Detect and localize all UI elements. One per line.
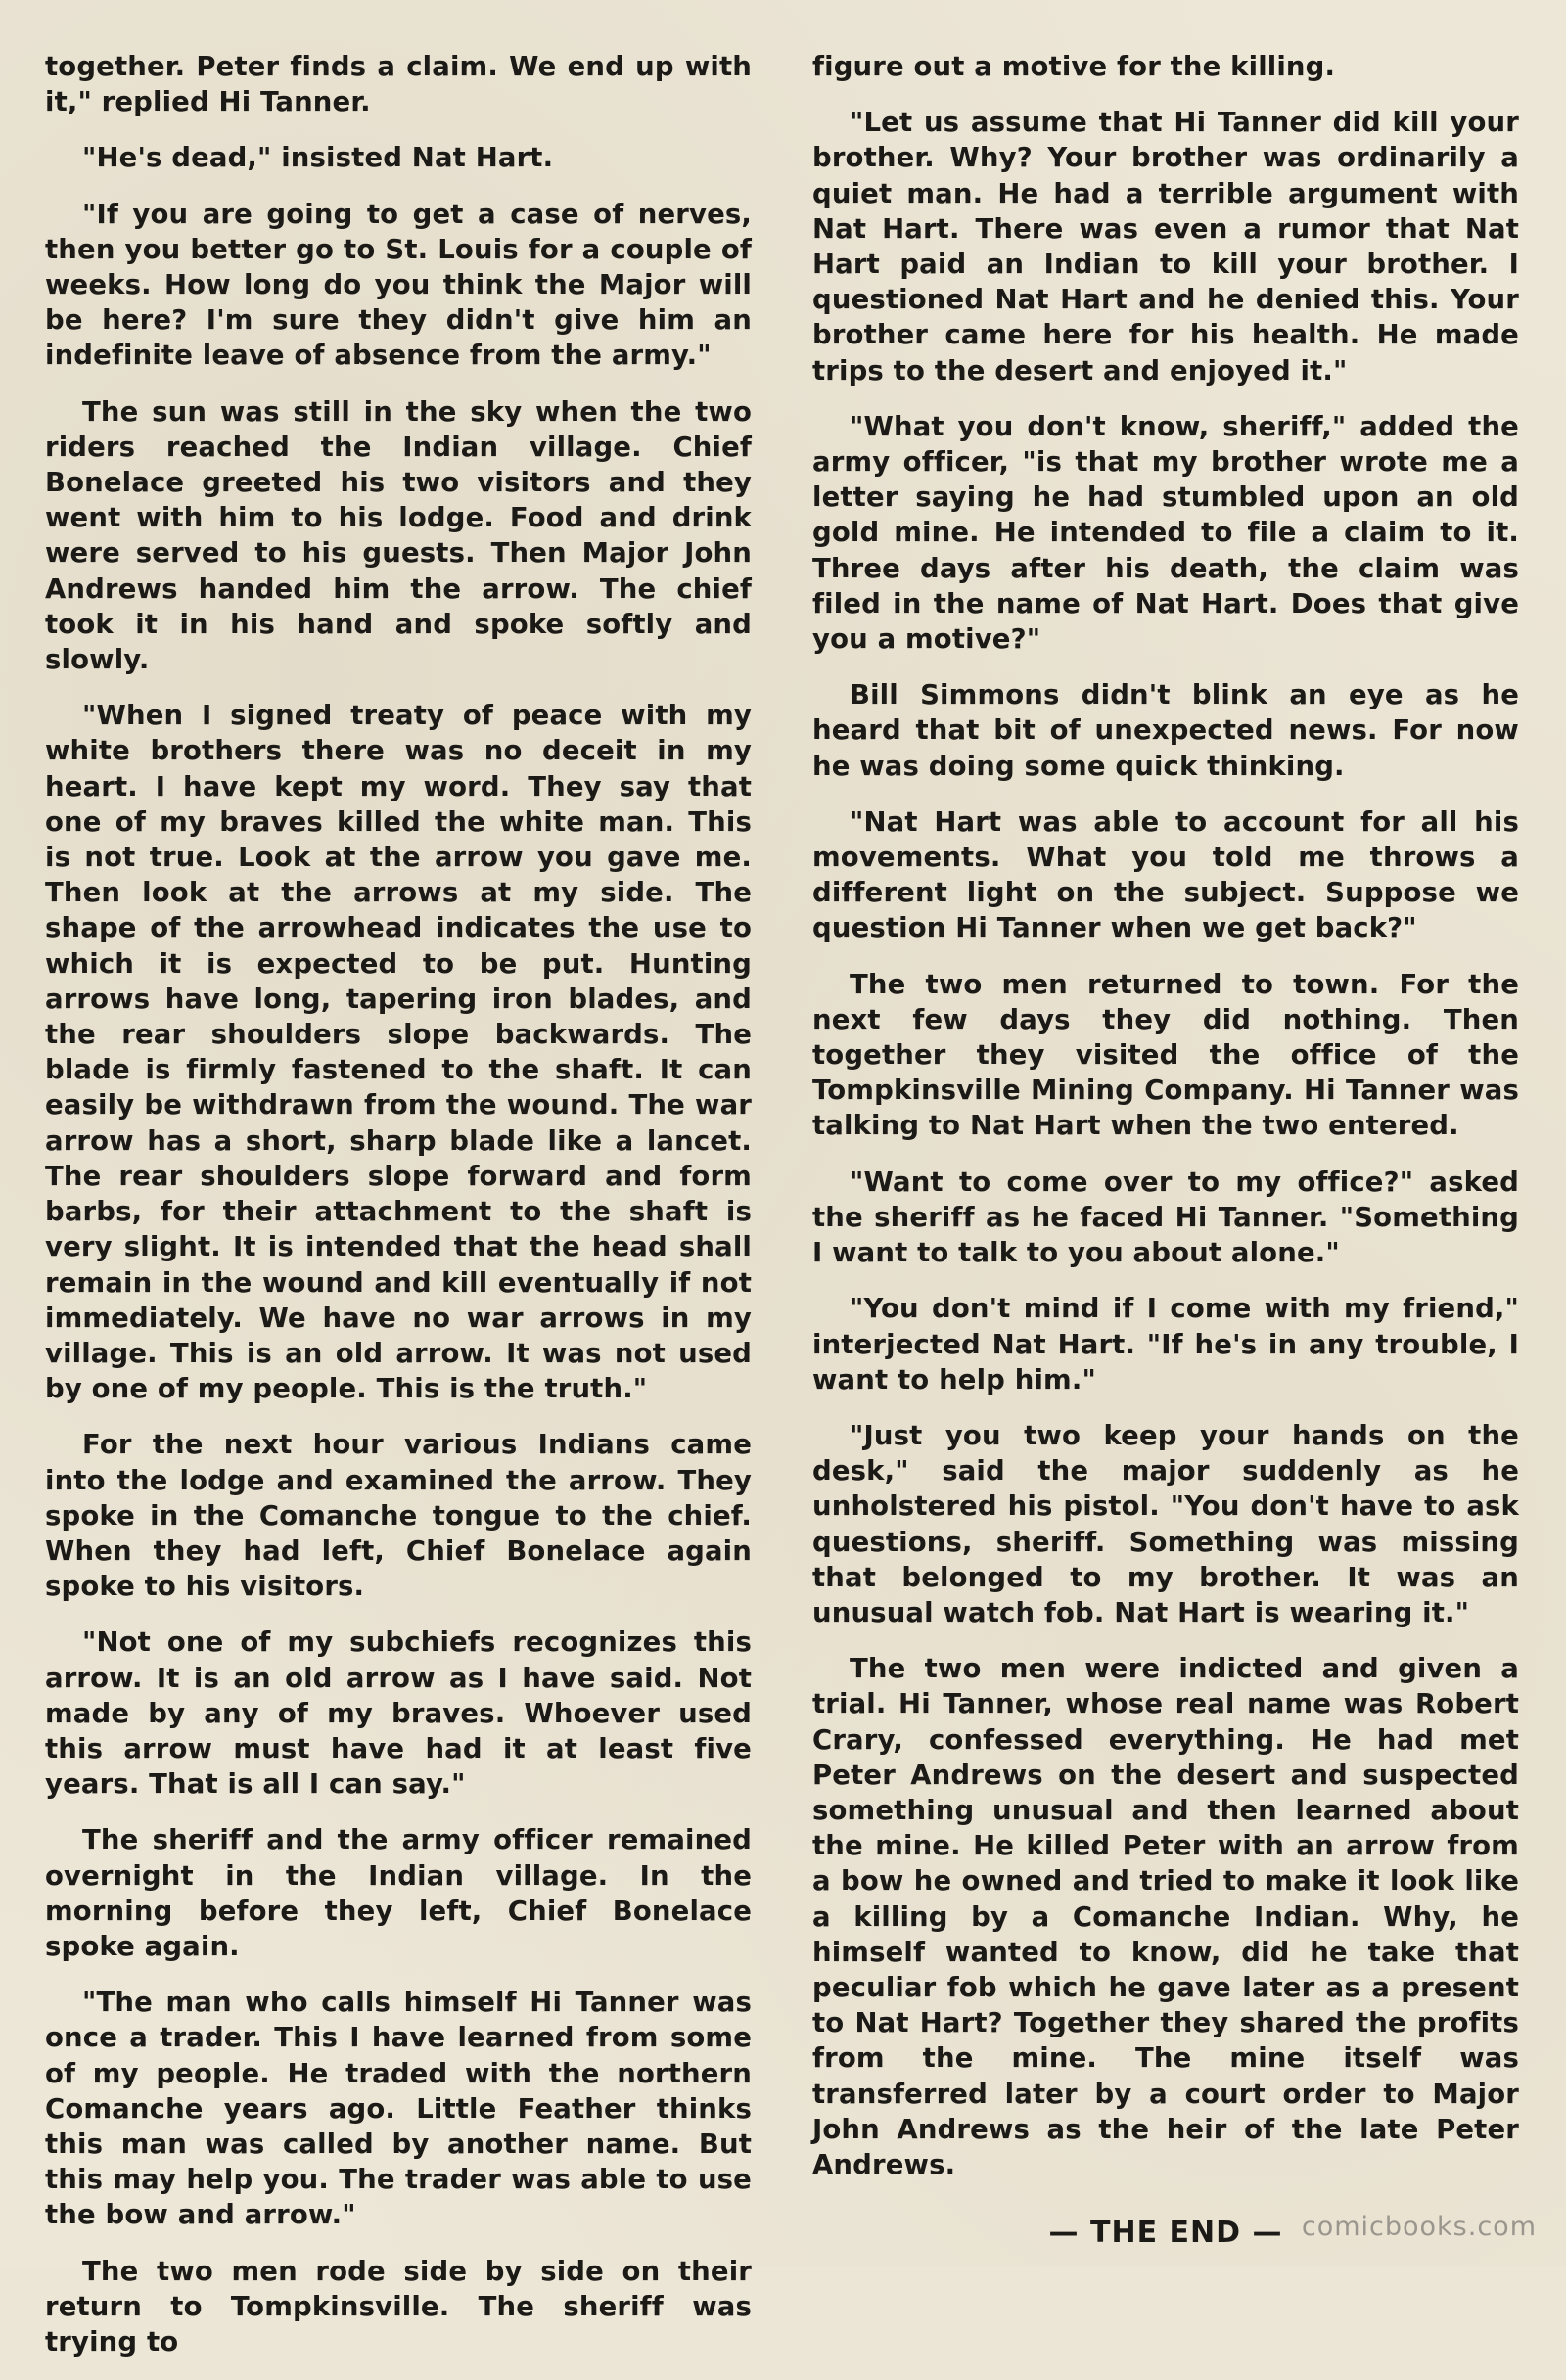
paragraph: "The man who calls himself Hi Tanner was once a trader. This I have learned from some of my people. He traded with the northern Comanche years ago. Little Feather thinks this man was called by another name. But this may help you. The trader was able to use the bow and arrow.": [45, 1987, 752, 2231]
paragraph: The sun was still in the sky when the two riders reached the Indian village. Chief Bonelace greeted his two visitors and they went with him to his lodge. Food and drink were served to his guests. Then Major John Andrews handed him the arrow. The chief took it in his hand and spoke softly and slowly.: [45, 395, 752, 676]
left-text-column: [45, 49, 752, 2380]
paragraph: "Nat Hart was able to account for all his movements. What you told me throws a different light on the subject. Suppose we question Hi Tanner when we get back?": [812, 805, 1519, 944]
paragraph: The two men were indicted and given a trial. Hi Tanner, whose real name was Robert Crary, confessed everything. He had met Peter Andrews on the desert and suspected something unusual and then learned about the mine. He killed Peter with an arrow from a bow he owned and tried to make it look like a killing by a Comanche Indian. Why, he himself wanted to know, did he take that peculiar fob which he gave later as a present to Nat Hart? Together they shared the profits from the mine. The mine itself was transferred later by a court order to Major John Andrews as the heir of the late Peter Andrews.: [812, 1653, 1519, 2180]
the-end-label: — THE END —: [1048, 2216, 1283, 2251]
paragraph: "When I signed treaty of peace with my white brothers there was no deceit in my heart. I have kept my word. They say that one of my braves killed the white man. This is not true. Look at the arrow you gave me. Then look at the arrows at my side. The shape of the arrowhead indicates the use to which it is expected to be put. Hunting arrows have long, tapering iron blades, and the rear shoulders slope backwards. The blade is firmly fastened to the shaft. It can easily be withdrawn from the wound. The war arrow has a short, sharp blade like a lancet. The rear shoulders slope forward and form barbs, for their attachment to the shaft is very slight. It is intended that the head shall remain in the wound and kill eventually if not immediately. We have no war arrows in my village. This is an old arrow. It was not used by one of my people. This is the truth.": [45, 700, 752, 1405]
paragraph: "Not one of my subchiefs recognizes this arrow. It is an old arrow as I have said. Not made by any of my braves. Whoever used this arrow must have had it at least five years. That is all I can say.": [45, 1626, 752, 1801]
paragraph: "He's dead," insisted Nat Hart.: [82, 142, 554, 174]
paragraph: The two men rode side by side on their return to Tompkinsville. The sheriff was trying to: [45, 2255, 752, 2357]
paragraph: "You don't mind if I come with my friend," interjected Nat Hart. "If he's in any trouble, I want to help him.": [812, 1293, 1519, 1396]
paragraph: Bill Simmons didn't blink an eye as he heard that bit of unexpected news. For now he was doing some quick thinking.: [812, 679, 1519, 782]
paragraph: together. Peter finds a claim. We end up with it," replied Hi Tanner.: [45, 51, 752, 118]
paragraph: The sheriff and the army officer remained overnight in the Indian village. In the morning before they left, Chief Bonelace spoke again.: [45, 1824, 752, 1962]
paragraph: "Just you two keep your hands on the desk," said the major suddenly as he unholstered his pistol. "You don't have to ask questions, sheriff. Something was missing that belonged to my brother. It was an unusual watch fob. Nat Hart is wearing it.": [812, 1419, 1519, 1628]
paragraph: The two men returned to town. For the next few days they did nothing. Then together they visited the office of the Tompkinsville Mining Company. Hi Tanner was talking to Nat Hart when the two entered.: [812, 968, 1519, 1142]
watermark: comicbooks.com: [1301, 2212, 1537, 2242]
paragraph: figure out a motive for the killing.: [812, 51, 1336, 82]
paragraph: "Want to come over to my office?" asked the sheriff as he faced Hi Tanner. "Something I want to talk to you about alone.": [812, 1166, 1519, 1269]
paragraph: "Let us assume that Hi Tanner did kill your brother. Why? Your brother was ordinarily a quiet man. He had a terrible argument with Nat Hart. There was even a rumor that Nat Hart paid an Indian to kill your brother. I questioned Nat Hart and he denied this. Your brother came here for his health. He made trips to the desert and enjoyed it.": [812, 107, 1519, 387]
right-text-column: [812, 49, 1519, 2251]
paragraph: "What you don't know, sheriff," added the army officer, "is that my brother wrote me a letter saying he had stumbled upon an old gold mine. He intended to file a claim to it. Three days after his death, the claim was filed in the name of Nat Hart. Does that give you a motive?": [812, 410, 1519, 656]
paragraph: "If you are going to get a case of nerves, then you better go to St. Louis for a couple of weeks. How long do you think the Major will be here? I'm sure they didn't give him an indefinite leave of absence from the army.": [45, 198, 752, 372]
paragraph: For the next hour various Indians came into the lodge and examined the arrow. They spoke in the Comanche tongue to the chief. When they had left, Chief Bonelace again spoke to his visitors.: [45, 1429, 752, 1603]
